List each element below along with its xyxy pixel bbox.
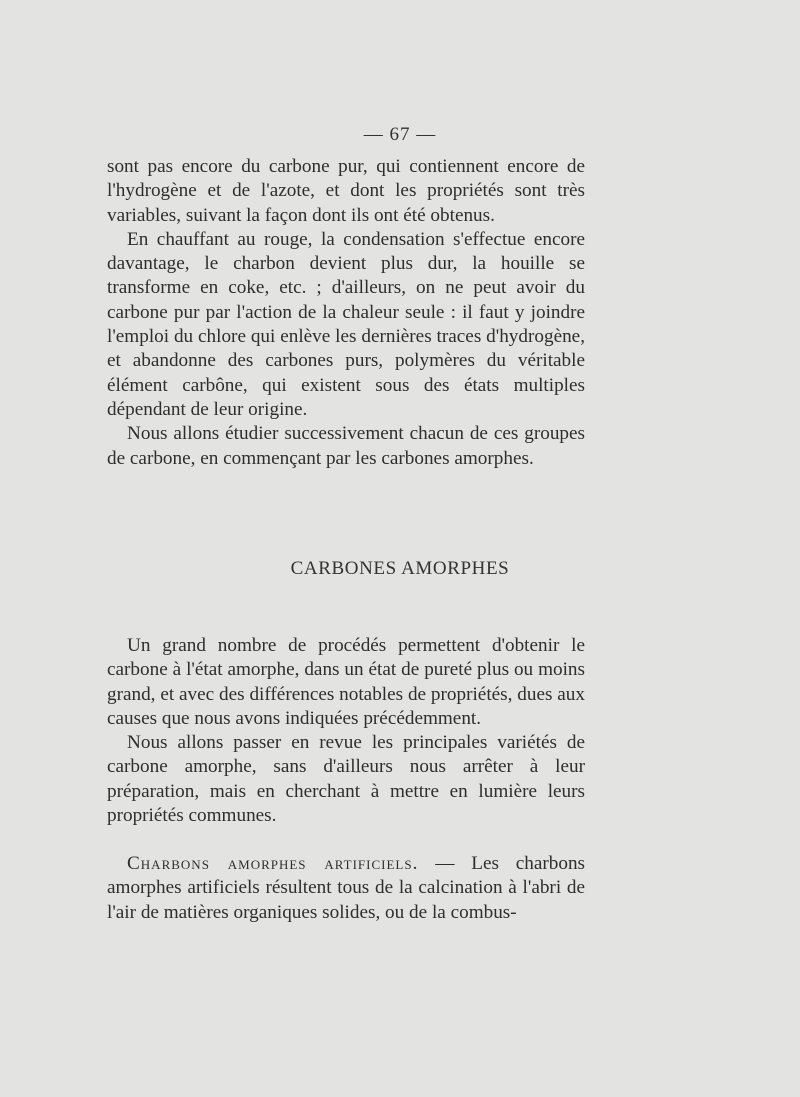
paragraph: Un grand nombre de procédés permettent d'obtenir le carbone à l'état amorphe, dans un état de pureté plus ou moins grand, et avec des différences notables de propriétés, dues aux causes que nous avons indiquées précédemment. <box>107 635 585 729</box>
text-block-middle <box>107 634 585 828</box>
subsection-title: Charbons amorphes artificiels. <box>127 853 419 874</box>
paragraph: Nous allons passer en revue les principales variétés de carbone amorphe, sans d'ailleurs nous arrêter à leur préparation, mais en cherchant à mettre en lumière leurs propriétés communes. <box>107 732 585 827</box>
section-heading: CARBONES AMORPHES <box>290 558 510 579</box>
page-number: — 67 — <box>363 124 437 145</box>
paragraph: En chauffant au rouge, la condensation s'effectue encore davantage, le charbon devient plus dur, la houille se transforme en coke, etc. ; d'ailleurs, on ne peut avoir du carbone pur par l'action de la chaleur seule : il faut y joindre l'emploi du chlore qui enlève les dernières traces d'hydrogène, et abandonne des carbones purs, polymères du véritable élément carbône, qui existent sous des états multiples dépendant de leur origine. <box>107 228 585 420</box>
text-block-bottom <box>107 852 585 925</box>
subsection-text: Les charbons amorphes artificiels résultent tous de la calcination à l'abri de l'air de matières organiques solides, ou de la combus- <box>107 853 586 923</box>
paragraph: Nous allons étudier successivement chacun de ces groupes de carbone, en commençant par les carbones amorphes. <box>107 423 585 469</box>
subsection-paragraph <box>107 852 585 925</box>
text-block-top <box>107 155 585 471</box>
subsection-separator: — <box>418 853 472 874</box>
paragraph-continuation: sont pas encore du carbone pur, qui contiennent encore de l'hydrogène et de l'azote, et dont les propriétés sont très variables, suivant la façon dont ils ont été obtenus. <box>107 156 585 226</box>
